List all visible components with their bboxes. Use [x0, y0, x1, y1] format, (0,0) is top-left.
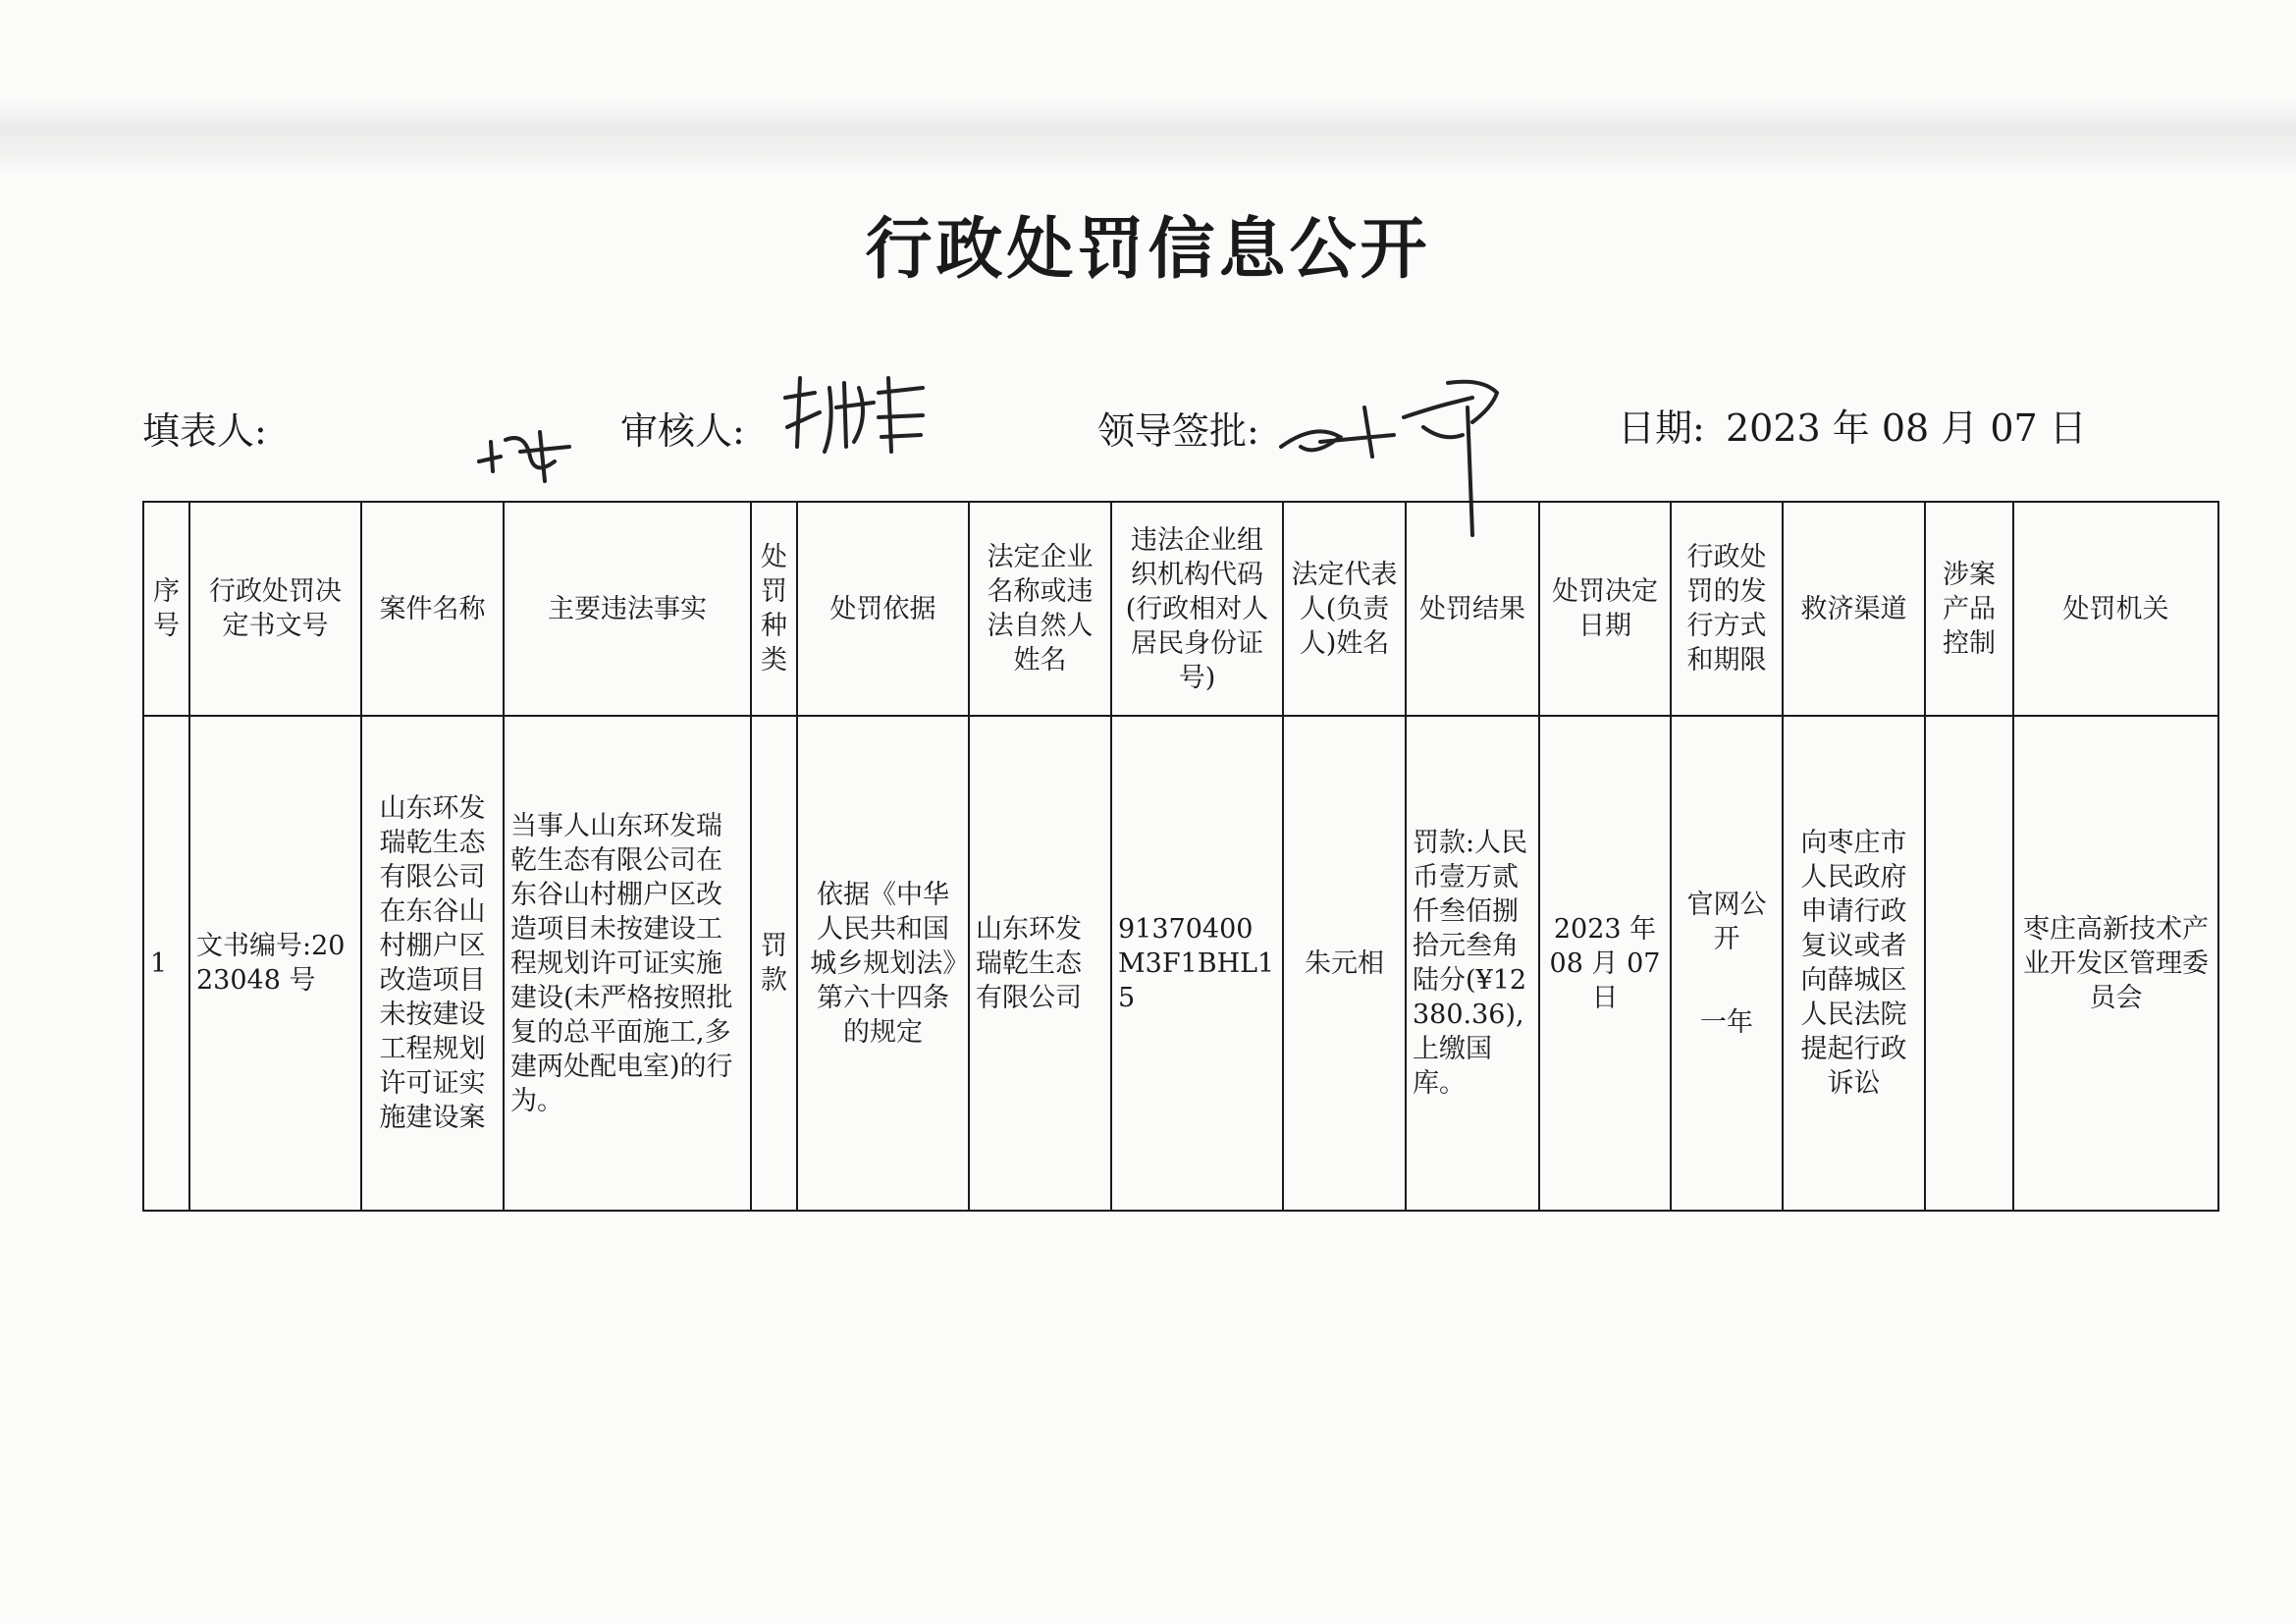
publish-term: 一年 — [1700, 1006, 1753, 1038]
header-result: 处罚结果 — [1406, 502, 1539, 716]
header-case-name: 案件名称 — [361, 502, 504, 716]
header-authority: 处罚机关 — [2013, 502, 2218, 716]
cell-authority: 枣庄高新技术产业开发区管理委员会 — [2013, 716, 2218, 1211]
date-value: 2023 年 08 月 07 日 — [1726, 406, 2087, 450]
cell-facts: 当事人山东环发瑞乾生态有限公司在东谷山村棚户区改造项目未按建设工程规划许可证实施建设(未严格按照批复的总平面施工,多建两处配电室)的行为。 — [504, 716, 751, 1211]
header-penalty-type: 处罚种类 — [751, 502, 797, 716]
cell-decision-no: 文书编号:2023048 号 — [189, 716, 361, 1211]
cell-org-code: 91370400M3F1BHL15 — [1111, 716, 1283, 1211]
cell-legal-rep: 朱元相 — [1283, 716, 1406, 1211]
date-label: 日期: — [1618, 406, 1705, 450]
header-party-name: 法定企业名称或违法自然人姓名 — [969, 502, 1111, 716]
cell-index: 1 — [143, 716, 189, 1211]
scan-shadow — [0, 98, 2296, 177]
header-legal-rep: 法定代表人(负责人)姓名 — [1283, 502, 1406, 716]
filler-label: 填表人: — [142, 409, 267, 453]
header-decision-date: 处罚决定日期 — [1539, 502, 1671, 716]
cell-basis: 依据《中华人民共和国城乡规划法》第六十四条的规定 — [797, 716, 969, 1211]
cell-case-name: 山东环发瑞乾生态有限公司在东谷山村棚户区改造项目未按建设工程规划许可证实施建设案 — [361, 716, 504, 1211]
cell-decision-date: 2023 年 08 月 07 日 — [1539, 716, 1671, 1211]
cell-product-control — [1925, 716, 2013, 1211]
table-row — [143, 716, 2218, 1211]
cell-remedy: 向枣庄市人民政府申请行政复议或者向薛城区人民法院提起行政诉讼 — [1783, 716, 1925, 1211]
cell-publish — [1671, 716, 1783, 1211]
filler-signature — [471, 403, 579, 486]
leader-label: 领导签批: — [1097, 409, 1259, 453]
reviewer-label: 审核人: — [620, 409, 745, 453]
page-title: 行政处罚信息公开 — [865, 211, 1431, 289]
penalty-table — [142, 501, 2219, 1212]
header-publish: 行政处罚的发行方式和期限 — [1671, 502, 1783, 716]
header-index: 序号 — [143, 502, 189, 716]
header-org-code: 违法企业组织机构代码(行政相对人居民身份证号) — [1111, 502, 1283, 716]
cell-party-name: 山东环发瑞乾生态有限公司 — [969, 716, 1111, 1211]
reviewer-signature — [775, 368, 933, 461]
header-basis: 处罚依据 — [797, 502, 969, 716]
header-decision-no: 行政处罚决定书文号 — [189, 502, 361, 716]
publish-method: 官网公开 — [1686, 889, 1767, 954]
cell-result: 罚款:人民币壹万贰仟叁佰捌拾元叁角陆分(¥12380.36),上缴国库。 — [1406, 716, 1539, 1211]
header-product-control: 涉案产品控制 — [1925, 502, 2013, 716]
header-remedy: 救济渠道 — [1783, 502, 1925, 716]
cell-penalty-type: 罚款 — [751, 716, 797, 1211]
header-row — [143, 502, 2218, 716]
header-facts: 主要违法事实 — [504, 502, 751, 716]
